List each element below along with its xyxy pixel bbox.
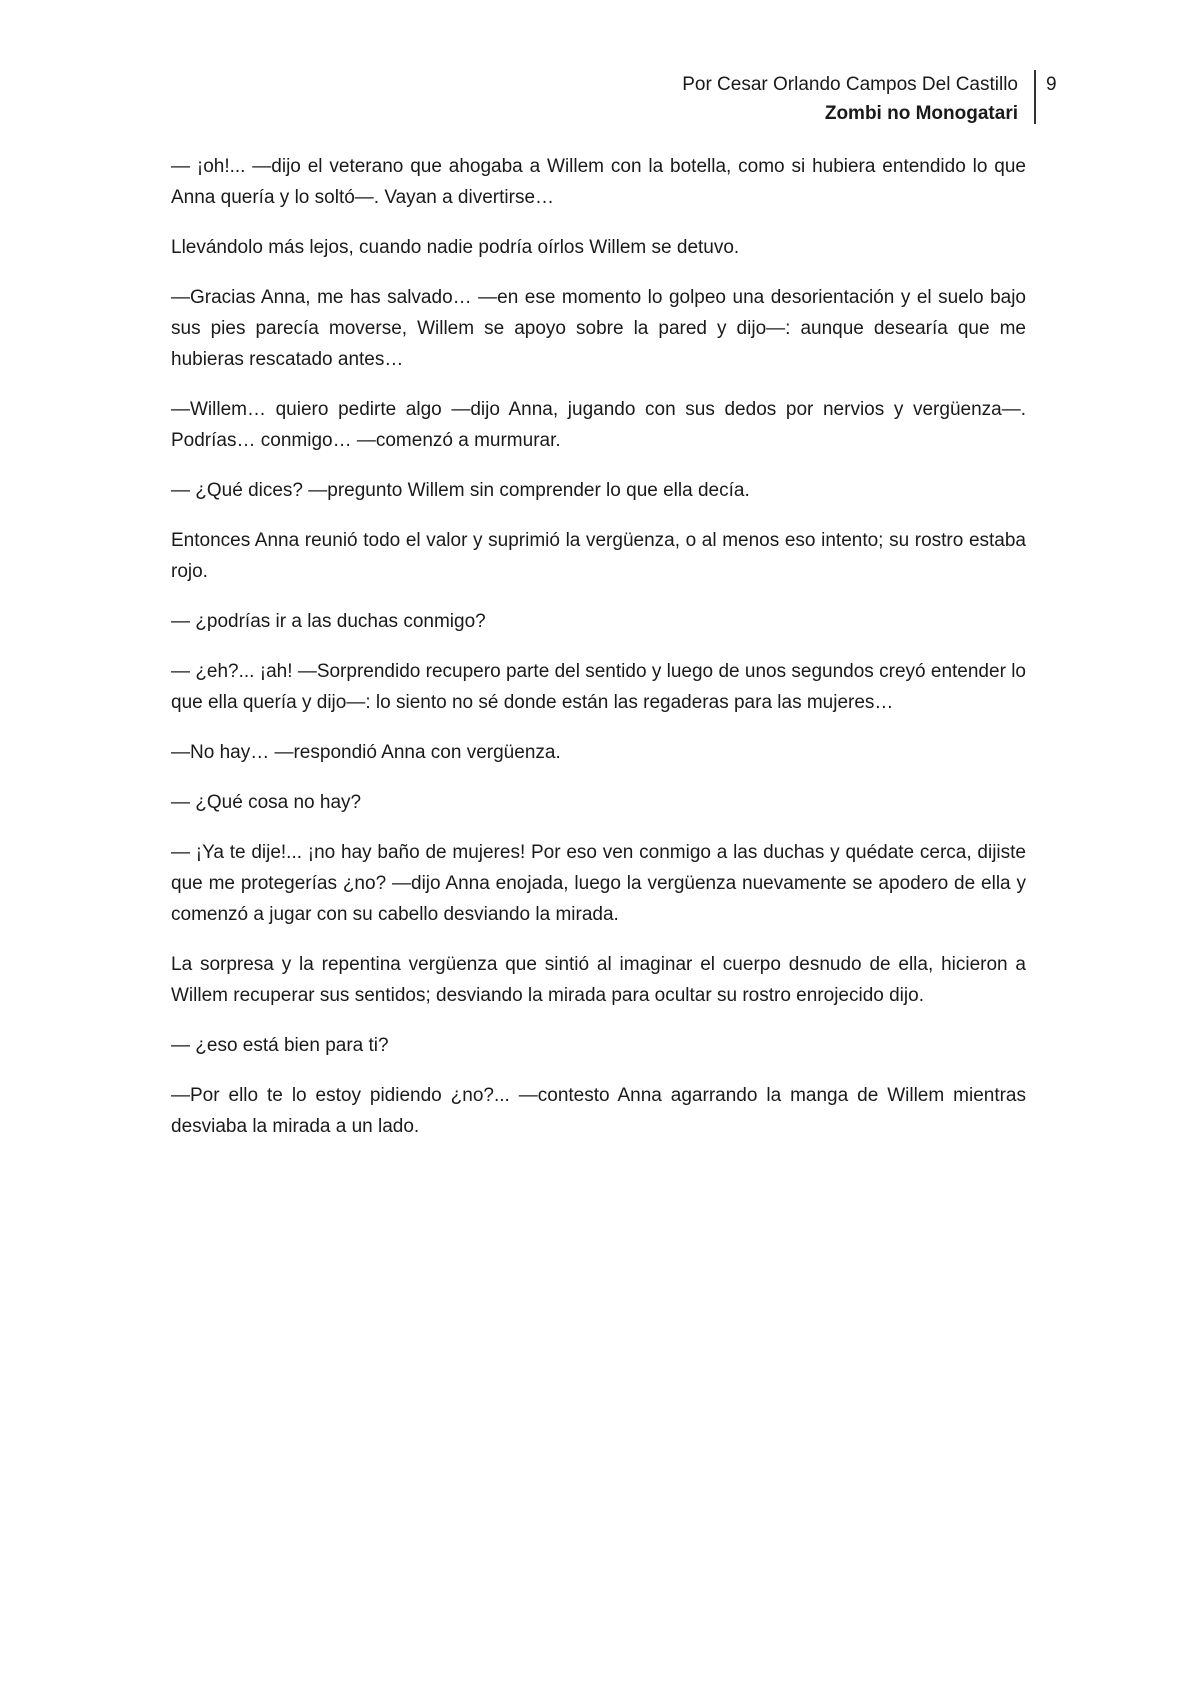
paragraph: — ¡Ya te dije!... ¡no hay baño de mujeres! Por eso ven conmigo a las duchas y quédate cerca, dijiste que me protegerías ¿no? —dijo Anna enojada, luego la vergüenza nuevamente se apodero de ella y comenzó a jugar con su cabello desviando la mirada.: [171, 842, 1026, 925]
page-number: 9: [1046, 74, 1057, 95]
header-book-title: Zombi no Monogatari: [824, 103, 1018, 124]
paragraph: —Willem… quiero pedirte algo —dijo Anna, jugando con sus dedos por nervios y vergüenza—. Podrías… conmigo… —comenzó a murmurar.: [171, 399, 1026, 451]
paragraph: — ¿Qué dices? —pregunto Willem sin comprender lo que ella decía.: [171, 480, 750, 501]
paragraph: La sorpresa y la repentina vergüenza que sintió al imaginar el cuerpo desnudo de ella, hicieron a Willem recuperar sus sentidos; desviando la mirada para ocultar su rostro enrojecido dijo.: [171, 954, 1026, 1006]
paragraph: — ¿Qué cosa no hay?: [171, 792, 362, 813]
header-author: Por Cesar Orlando Campos Del Castillo: [682, 74, 1018, 95]
paragraph: — ¿eh?... ¡ah! —Sorprendido recupero parte del sentido y luego de unos segundos creyó entender lo que ella quería y dijo—: lo siento no sé donde están las regaderas para las mujeres…: [171, 661, 1026, 713]
paragraph: —Por ello te lo estoy pidiendo ¿no?... —contesto Anna agarrando la manga de Willem mientras desviaba la mirada a un lado.: [171, 1085, 1026, 1137]
body-text: [171, 151, 1026, 1161]
paragraph: — ¡oh!... —dijo el veterano que ahogaba a Willem con la botella, como si hubiera entendido lo que Anna quería y lo soltó—. Vayan a divertirse…: [171, 156, 1026, 208]
header-divider: [1034, 70, 1036, 124]
paragraph: Entonces Anna reunió todo el valor y suprimió la vergüenza, o al menos eso intento; su rostro estaba rojo.: [171, 530, 1026, 582]
paragraph: — ¿podrías ir a las duchas conmigo?: [171, 611, 486, 632]
paragraph: —No hay… —respondió Anna con vergüenza.: [171, 742, 561, 763]
paragraph: —Gracias Anna, me has salvado… —en ese momento lo golpeo una desorientación y el suelo bajo sus pies parecía moverse, Willem se apoyo sobre la pared y dijo—: aunque desearía que me hubieras rescatado antes…: [171, 287, 1026, 370]
paragraph: Llevándolo más lejos, cuando nadie podría oírlos Willem se detuvo.: [171, 237, 740, 258]
paragraph: — ¿eso está bien para ti?: [171, 1035, 389, 1056]
running-header: [682, 70, 1030, 128]
